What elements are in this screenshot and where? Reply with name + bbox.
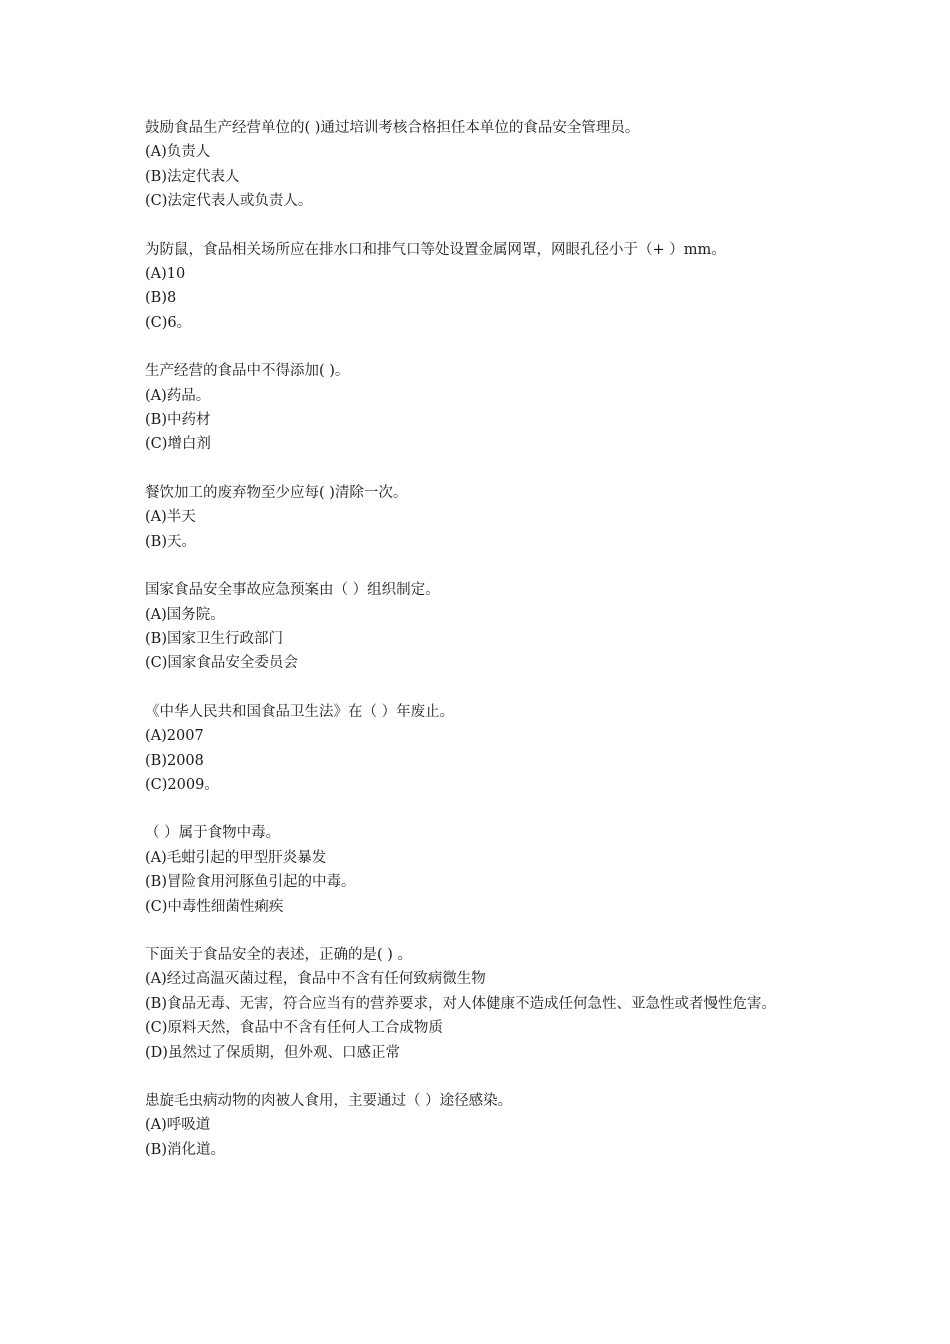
question-9 xyxy=(145,1089,815,1162)
question-1 xyxy=(145,116,815,214)
question-option: (A)毛蚶引起的甲型肝炎暴发 xyxy=(145,849,327,866)
question-option: (A)负责人 xyxy=(145,144,211,161)
question-option: (C)中毒性细菌性痢疾 xyxy=(145,898,284,915)
question-6 xyxy=(145,700,815,798)
question-4 xyxy=(145,481,815,554)
question-3 xyxy=(145,359,815,457)
question-stem: 鼓励食品生产经营单位的( )通过培训考核合格担任本单位的食品安全管理员。 xyxy=(145,120,640,136)
question-option: (B)法定代表人 xyxy=(145,168,240,185)
question-stem: 为防鼠，食品相关场所应在排水口和排气口等处设置金属网罩，网眼孔径小于（+ ）mm。 xyxy=(145,241,726,258)
question-2 xyxy=(145,238,815,336)
question-option: (C)法定代表人或负责人。 xyxy=(145,193,313,210)
question-option: (A)2007 xyxy=(145,728,204,745)
question-5 xyxy=(145,578,815,676)
question-stem: 国家食品安全事故应急预案由（ ）组织制定。 xyxy=(145,582,440,599)
question-option: (B)2008 xyxy=(145,752,204,769)
question-stem: 下面关于食品安全的表述，正确的是( ) 。 xyxy=(145,946,413,963)
question-option: (C)2009。 xyxy=(145,776,219,793)
question-8 xyxy=(145,943,815,1065)
question-option: (A)10 xyxy=(145,266,186,283)
question-stem: 患旋毛虫病动物的肉被人食用，主要通过（ ）途径感染。 xyxy=(145,1093,513,1109)
question-option: (A)呼吸道 xyxy=(145,1117,211,1134)
question-option: (A)经过高温灭菌过程，食品中不含有任何致病微生物 xyxy=(145,971,486,988)
question-option: (B)国家卫生行政部门 xyxy=(145,630,283,647)
question-7 xyxy=(145,821,815,919)
question-option: (A)药品。 xyxy=(145,387,211,404)
question-stem: （ ）属于食物中毒。 xyxy=(145,825,281,842)
question-option: (B)中药材 xyxy=(145,412,211,429)
question-option: (B)天。 xyxy=(145,533,196,550)
question-option: (B)消化道。 xyxy=(145,1141,225,1158)
question-option: (A)半天 xyxy=(145,509,196,526)
question-option: (C)增白剂 xyxy=(145,436,211,453)
question-option: (C)原料天然，食品中不含有任何人工合成物质 xyxy=(145,1020,443,1037)
question-option: (C)6。 xyxy=(145,314,192,331)
question-stem: 餐饮加工的废弃物至少应每( )清除一次。 xyxy=(145,484,408,501)
question-option: (D)虽然过了保质期，但外观、口感正常 xyxy=(145,1044,400,1061)
question-option: (C)国家食品安全委员会 xyxy=(145,655,298,672)
question-list xyxy=(145,116,815,1186)
question-option: (B)8 xyxy=(145,290,177,307)
question-stem: 《中华人民共和国食品卫生法》在（ ）年废止。 xyxy=(145,703,455,720)
question-stem: 生产经营的食品中不得添加( )。 xyxy=(145,363,350,380)
question-option: (B)冒险食用河豚鱼引起的中毒。 xyxy=(145,874,356,891)
question-option: (B)食品无毒、无害，符合应当有的营养要求，对人体健康不造成任何急性、亚急性或者慢性危害。 xyxy=(145,995,776,1012)
question-option: (A)国务院。 xyxy=(145,606,225,623)
